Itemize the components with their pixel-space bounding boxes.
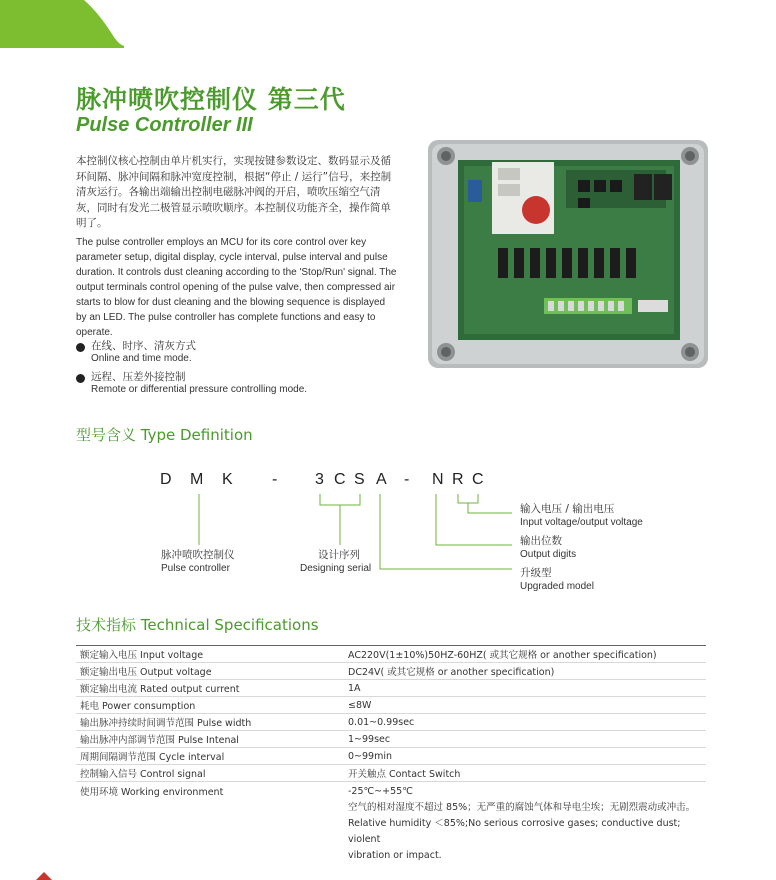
page-title-en: Pulse Controller III (76, 114, 253, 136)
code-letter: M (190, 471, 204, 488)
spec-value: ≤8W (340, 697, 706, 714)
spec-param: 输出脉冲内部调节范围 Pulse Intenal (76, 731, 340, 748)
code-letter: A (376, 471, 387, 488)
page-title-cn: 脉冲喷吹控制仪 第三代 (76, 85, 346, 114)
spec-value: AC220V(1±10%)50HZ-60HZ( 或其它规格 or another specification) (340, 646, 706, 663)
description-en: The pulse controller employs an MCU for its core control over key parameter setup, digital display, cycle interval, pulse interval and pulse duration. It controls dust cleaning according to the 'Stop/Run' signal. The output terminals control opening of the pulse valve, then compressed air starts to blow for dust cleaning and the blowing sequence is displayed by an LED. The pulse controller has complete functions and easy to operate. (76, 237, 397, 338)
code-letter: 3 (315, 471, 324, 488)
env-line: vibration or impact. (348, 850, 442, 861)
table-row (76, 765, 706, 782)
feature-en: Online and time mode. (91, 353, 192, 364)
spec-value: 0.01~0.99sec (340, 714, 706, 731)
spec-param: 周期间隔调节范围 Cycle interval (76, 748, 340, 765)
label-voltage: 输入电压 / 输出电压 Input voltage/output voltage (520, 503, 643, 528)
label-upgraded-model: 升级型 Upgraded model (520, 567, 594, 592)
code-letter: - (272, 471, 278, 488)
env-line: -25℃~+55℃ (348, 786, 413, 797)
table-row (76, 697, 706, 714)
feature-cn: 在线、时序、清灰方式 (91, 340, 196, 352)
spec-param: 耗电 Power consumption (76, 697, 340, 714)
code-letter: S (354, 471, 365, 488)
spec-value (340, 782, 706, 865)
env-line: 空气的相对湿度不超过 85%；无严重的腐蚀气体和导电尘埃；无剧烈震动或冲击。 (348, 802, 696, 813)
code-letter: C (472, 471, 484, 488)
code-letter: N (432, 471, 444, 488)
spec-value: 开关触点 Contact Switch (340, 765, 706, 782)
table-row (76, 646, 706, 663)
type-definition-title: 型号含义 Type Definition (76, 426, 253, 444)
table-row (76, 663, 706, 680)
specs-table (76, 645, 706, 864)
brand-mark-icon (34, 870, 54, 880)
label-designing-serial: 设计序列 Designing serial (300, 549, 372, 574)
spec-value: 0~99min (340, 748, 706, 765)
env-line: Relative humidity ＜85%;No serious corrosive gases; conductive dust; violent (348, 818, 681, 845)
code-letter: K (222, 471, 233, 488)
spec-param: 额定输出电压 Output voltage (76, 663, 340, 680)
spec-param: 额定输出电流 Rated output current (76, 680, 340, 697)
table-row (76, 680, 706, 697)
table-row (76, 748, 706, 765)
code-letter: D (160, 471, 172, 488)
spec-value: 1~99sec (340, 731, 706, 748)
feature-en: Remote or differential pressure controlling mode. (91, 384, 308, 395)
feature-cn: 远程、压差外接控制 (91, 371, 186, 383)
spec-param: 额定输入电压 Input voltage (76, 646, 340, 663)
table-row (76, 782, 706, 865)
spec-param: 控制输入信号 Control signal (76, 765, 340, 782)
description-cn: 本控制仪核心控制由单片机实行，实现按键参数设定、数码显示及循环间隔、脉冲间隔和脉冲宽度控制，根据“停止 / 运行”信号，来控制清灰运行。各输出端输出控制电磁脉冲阀的开启，喷吹压缩空气清灰，同时有发光二极管显示喷吹顺序。本控制仪功能齐全，操作简单明了。 (76, 155, 392, 229)
code-letter: - (404, 471, 410, 488)
spec-param: 输出脉冲持续时间调节范围 Pulse width (76, 714, 340, 731)
label-pulse-controller: 脉冲喷吹控制仪 Pulse controller (161, 549, 235, 574)
code-letter: C (334, 471, 346, 488)
specs-title: 技术指标 Technical Specifications (76, 616, 319, 634)
code-letter: R (452, 471, 464, 488)
spec-param: 使用环境 Working environment (80, 787, 224, 798)
spec-value: DC24V( 或其它规格 or another specification) (340, 663, 706, 680)
table-row (76, 731, 706, 748)
table-row (76, 714, 706, 731)
spec-value: 1A (340, 680, 706, 697)
label-output-digits: 输出位数 Output digits (520, 535, 577, 560)
